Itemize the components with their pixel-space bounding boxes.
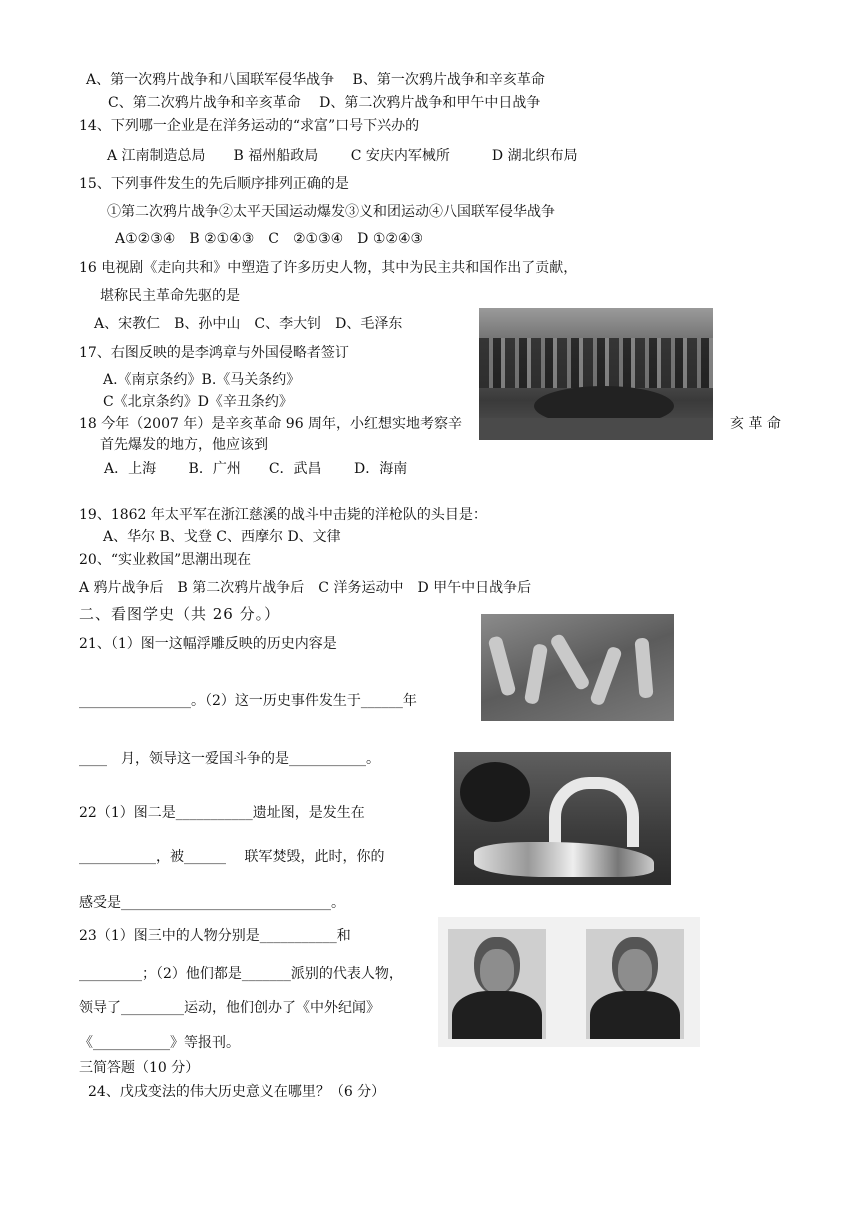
q18-options: A．上海 B．广州 C．武昌 D．海南 (104, 461, 408, 477)
section2-title: 二、看图学史（共 26 分。） (79, 605, 281, 623)
q16-stem-line2: 堪称民主革命先驱的是 (100, 288, 240, 304)
q23-line2: _________；（2）他们都是_______派别的代表人物， (79, 966, 403, 982)
two-reformer-portraits-photo (438, 917, 700, 1047)
q15-options: A①②③④ B ②①④③ C ②①③④ D ①②④③ (115, 231, 424, 247)
q15-stem: 15、下列事件发生的先后顺序排列正确的是 (79, 176, 349, 192)
q22-line2: ___________，被______ 联军焚毁，此时，你的 (79, 849, 385, 865)
q21-line3: ____ 月，领导这一爱国斗争的是___________。 (79, 751, 380, 767)
q22-line3: 感受是______________________________。 (79, 895, 345, 911)
q13-options-line2: C、第二次鸦片战争和辛亥革命 D、第二次鸦片战争和甲午中日战争 (108, 95, 541, 111)
q15-events: ①第二次鸦片战争②太平天国运动爆发③义和团运动④八国联军侵华战争 (107, 204, 555, 220)
section3-title: 三简答题（10 分） (79, 1060, 200, 1076)
q13-options-line1: A、第一次鸦片战争和八国联军侵华战争 B、第一次鸦片战争和辛亥革命 (86, 72, 545, 88)
q14-stem: 14、下列哪一企业是在洋务运动的“求富”口号下兴办的 (79, 118, 420, 134)
q19-stem: 19、1862 年太平军在浙江慈溪的战斗中击毙的洋枪队的头目是： (79, 507, 487, 523)
q19-options: A、华尔 B、戈登 C、西摩尔 D、文律 (103, 529, 341, 545)
q20-options: A 鸦片战争后 B 第二次鸦片战争后 C 洋务运动中 D 甲午中日战争后 (79, 580, 532, 596)
q24-stem: 24、戊戌变法的伟大历史意义在哪里？（6 分） (88, 1084, 386, 1100)
q18-stem-line2: 首先爆发的地方，他应该到 (100, 437, 268, 453)
q14-options: A 江南制造总局 B 福州船政局 C 安庆内军械所 D 湖北织布局 (107, 148, 578, 164)
q23-line3: 领导了_________运动，他们创办了《中外纪闻》 (79, 1000, 380, 1016)
q22-line1: 22（1）图二是___________遗址图，是发生在 (79, 805, 365, 821)
q17-options-line1: A.《南京条约》B.《马关条约》 (103, 372, 301, 388)
q23-line1: 23（1）图三中的人物分别是___________和 (79, 928, 351, 944)
q21-line1: 21、（1）图一这幅浮雕反映的历史内容是 (79, 636, 337, 652)
q20-stem: 20、“实业救国”思潮出现在 (79, 552, 252, 568)
palace-ruins-photo (454, 752, 671, 885)
anti-invasion-relief-photo (481, 614, 674, 721)
q18-stem-line1: 18 今年（2007 年）是辛亥革命 96 周年，小红想实地考察辛 (79, 416, 463, 432)
q16-stem-line1: 16 电视剧《走向共和》中塑造了许多历史人物，其中为民主共和国作出了贡献， (79, 260, 578, 276)
treaty-signing-photo (479, 308, 713, 440)
q23-line4: 《___________》等报刊。 (79, 1035, 240, 1051)
q17-options-line2: C《北京条约》D《辛丑条约》 (103, 394, 293, 410)
q16-options: A、宋教仁 B、孙中山 C、李大钊 D、毛泽东 (94, 316, 403, 332)
q18-stem-line1-tail: 亥 革 命 (730, 416, 781, 432)
q21-line2: ________________。（2）这一历史事件发生于______年 (79, 693, 417, 709)
q17-stem: 17、右图反映的是李鸿章与外国侵略者签订 (79, 345, 349, 361)
